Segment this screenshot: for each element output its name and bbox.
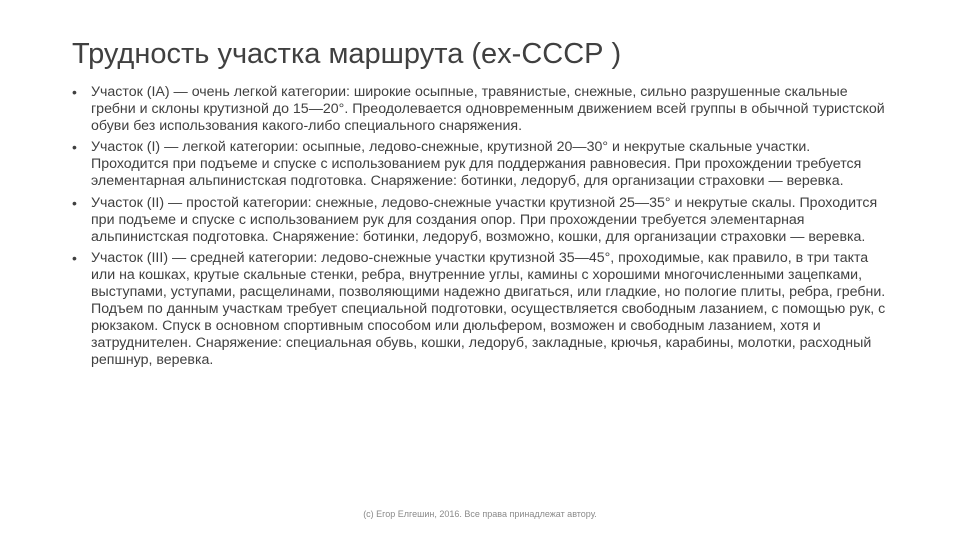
list-item-text: Участок (II) — простой категории: снежные, ледово-снежные участки крутизной 25—35° и некрутые скалы. Проходится при подъеме и спуске с использованием рук для создания опор. При прохождении требуется элементарная альпинистская подготовка. Снаряжение: ботинки, ледоруб, возможно, кошки, для организации страховки — веревка. xyxy=(91,194,878,245)
bullet-icon: • xyxy=(72,84,77,100)
bullet-icon: • xyxy=(72,249,77,266)
list-item-text: Участок (IA) — очень легкой категории: широкие осыпные, травянистые, снежные, сильно разрушенные скальные гребни и склоны крутизной до 15—20°. Преодолевается одновременным движением всей группы в обычной туристской обуви без использования какого-либо специального снаряжения. xyxy=(91,84,885,135)
slide-title: Трудность участка маршрута (ex-СССР ) xyxy=(72,38,622,70)
bullet-icon: • xyxy=(72,139,77,156)
bullet-list xyxy=(72,84,890,374)
list-item xyxy=(72,139,890,190)
copyright-footer: (с) Егор Елгешин, 2016. Все права принадлежат автору. xyxy=(363,509,597,519)
list-item-text: Участок (I) — легкой категории: осыпные, ледово-снежные, крутизной 20—30° и некрутые скальные участки. Проходится при подъеме и спуске с использованием рук для поддержания равновесия. При прохождении требуется элементарная альпинистская подготовка. Снаряжение: ботинки, ледоруб, для организации страховки — веревка. xyxy=(91,139,862,190)
list-item xyxy=(72,250,890,370)
bullet-icon: • xyxy=(72,194,77,211)
list-item xyxy=(72,195,890,246)
list-item-text: Участок (III) — средней категории: ледово-снежные участки крутизной 35—45°, проходимые, как правило, в три такта или на кошках, крутые скальные стенки, ребра, внутренние углы, камины с хорошими многочисленными зацепками, выступами, уступами, расщелинами, позволяющими надежно двигаться, или гладкие, но пологие плиты, ребра, гребни. Подъем по данным участкам требует специальной подготовки, осуществляется свободным лазанием, с помощью рук, с рюкзаком. Спуск в основном спортивным способом или дюльфером, возможен и свободным лазанием, хотя и затруднителен. Снаряжение: специальная обувь, кошки, ледоруб, закладные, крючья, карабины, молотки, расходный репшнур, веревка. xyxy=(91,249,886,369)
list-item xyxy=(72,84,890,135)
